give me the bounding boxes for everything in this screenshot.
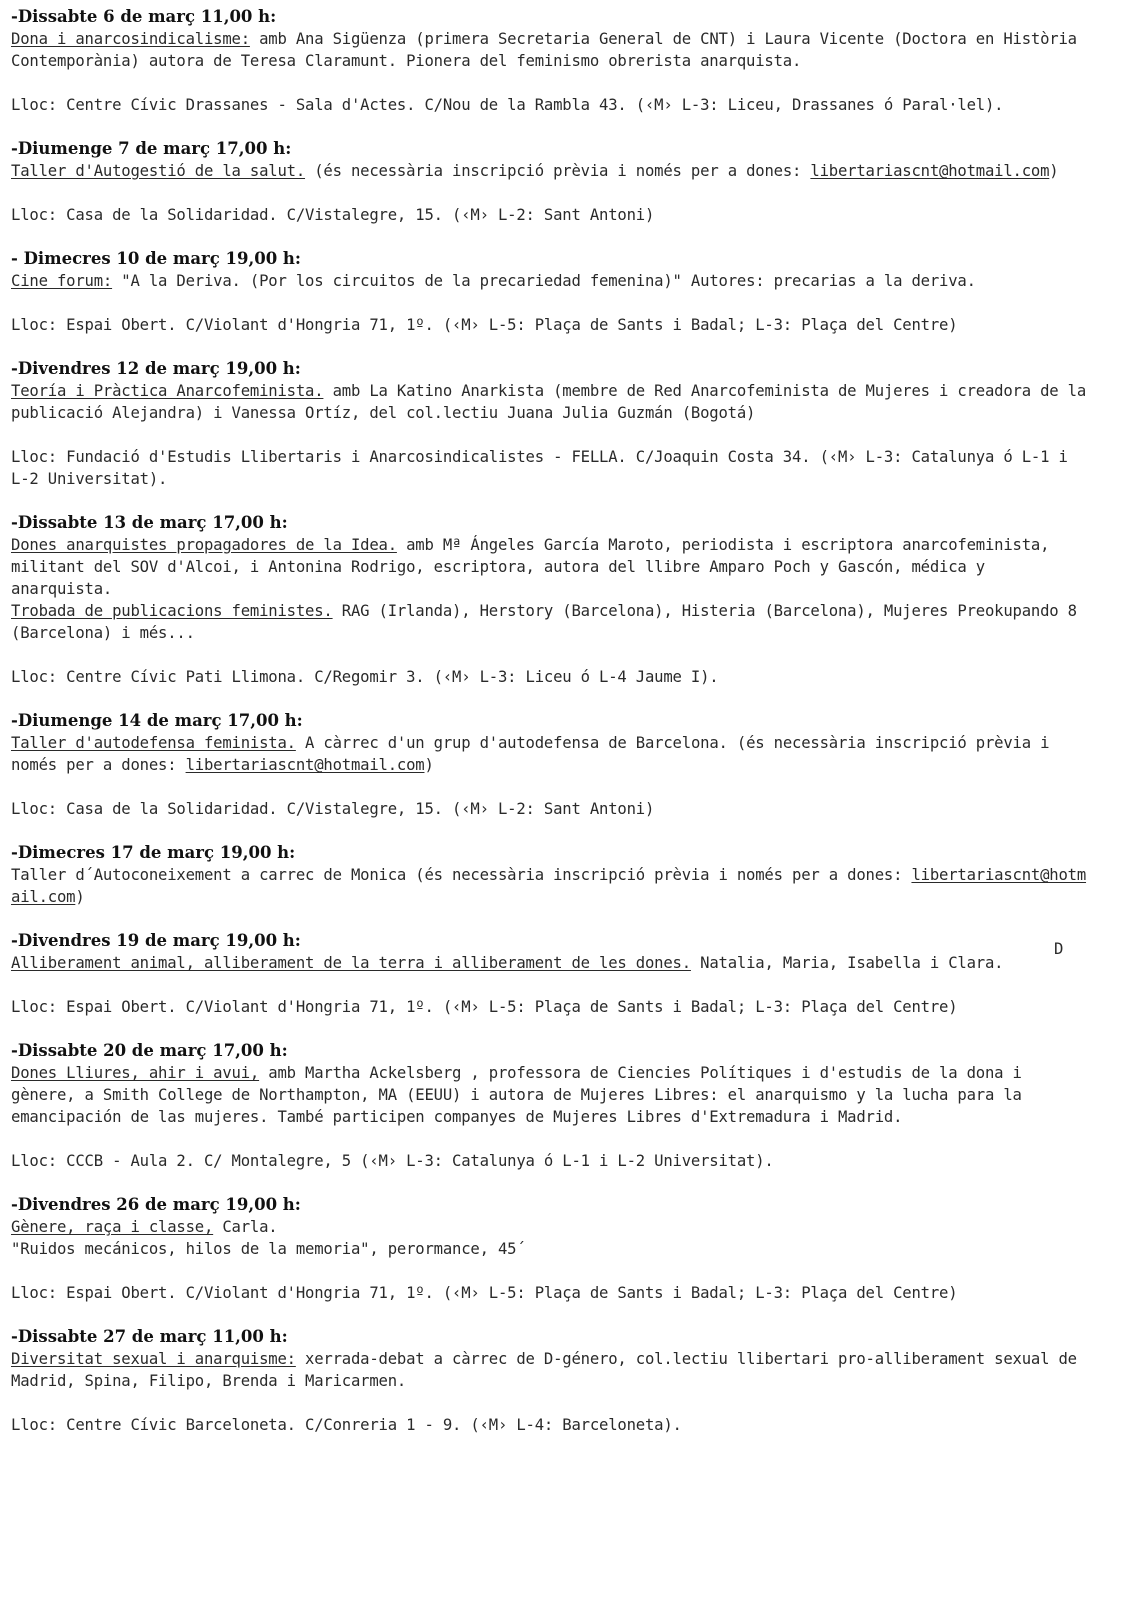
event-text: amb Martha Ackelsberg , professora de Ciencies Polítiques i d'estudis de la dona i gènere, a Smith College de Northampton, MA (EEUU) i autora de Mujeres Libres: el anarquismo y la lucha para la emancipación de las mujeres. També participen companyes de Mujeres Libres d'Extremadura i Madrid.: [11, 1064, 1022, 1126]
event-title-link[interactable]: Alliberament animal, alliberament de la terra i alliberament de les dones.: [11, 954, 691, 972]
event-title-link[interactable]: Gènere, raça i classe,: [11, 1218, 214, 1236]
event-heading: -Diumenge 7 de març 17,00 h:: [11, 139, 292, 158]
event-description: [11, 1216, 1091, 1238]
event-text: xerrada-debat a càrrec de D-género, col.lectiu llibertari pro-alliberament sexual de Madrid, Spina, Filipo, Brenda i Maricarmen.: [11, 1350, 1077, 1390]
event-text-end: ): [1049, 162, 1059, 180]
event-7-marc: [11, 138, 1091, 248]
event-location: Lloc: Fundació d'Estudis Llibertaris i Anarcosindicalistes - FELLA. C/Joaquin Costa 34. (‹M› L-3: Catalunya ó L-1 i L-2 Universitat).: [11, 448, 1068, 488]
event-text-end: ): [424, 756, 434, 774]
event-heading: -Dissabte 6 de març 11,00 h:: [11, 7, 277, 26]
event-text: Carla.: [213, 1218, 278, 1236]
event-location: Lloc: Casa de la Solidaridad. C/Vistalegre, 15. (‹M› L-2: Sant Antoni): [11, 800, 655, 818]
event-title-link[interactable]: Cine forum:: [11, 272, 113, 290]
event-location: Lloc: Casa de la Solidaridad. C/Vistalegre, 15. (‹M› L-2: Sant Antoni): [11, 206, 655, 224]
event-text: amb Mª Ángeles García Maroto, periodista i escriptora anarcofeminista, militant del SOV d'Alcoi, i Antonina Rodrigo, escriptora, autora del llibre Amparo Poch y Gascón, médica y anarquista.: [11, 536, 1050, 598]
event-10-marc: [11, 248, 1091, 358]
event-heading: -Divendres 12 de març 19,00 h:: [11, 359, 301, 378]
event-title-link[interactable]: Taller d'Autogestió de la salut.: [11, 162, 306, 180]
event-title-link[interactable]: Dones anarquistes propagadores de la Idea.: [11, 536, 397, 554]
event-heading: -Dimecres 17 de març 19,00 h:: [11, 843, 296, 862]
event-27-marc: [11, 1326, 1091, 1436]
event-heading: -Dissabte 13 de març 17,00 h:: [11, 513, 288, 532]
event-description: [11, 160, 1091, 182]
event-description: [11, 28, 1091, 72]
event-title-link[interactable]: Dones Lliures, ahir i avui,: [11, 1064, 260, 1082]
event-description: [11, 1348, 1091, 1392]
event-title-link[interactable]: Taller d'autodefensa feminista.: [11, 734, 296, 752]
event-heading: -Dissabte 27 de març 11,00 h:: [11, 1327, 288, 1346]
event-heading: -Divendres 26 de març 19,00 h:: [11, 1195, 301, 1214]
event-location: Lloc: Espai Obert. C/Violant d'Hongria 71, 1º. (‹M› L-5: Plaça de Sants i Badal; L-3: Plaça del Centre): [11, 1284, 958, 1302]
event-heading: -Divendres 19 de març 19,00 h:: [11, 931, 301, 950]
event-20-marc: [11, 1040, 1091, 1194]
event-location: Lloc: Centre Cívic Drassanes - Sala d'Actes. C/Nou de la Rambla 43. (‹M› L-3: Liceu, Drassanes ó Paral·lel).: [11, 96, 1004, 114]
event-text: Taller d´Autoconeixement a carrec de Monica (és necessària inscripció prèvia i només per a dones:: [11, 866, 912, 884]
event-location: Lloc: Espai Obert. C/Violant d'Hongria 71, 1º. (‹M› L-5: Plaça de Sants i Badal; L-3: Plaça del Centre): [11, 316, 958, 334]
event-description: [11, 534, 1091, 600]
event-description: [11, 1062, 1091, 1128]
event-14-marc: [11, 710, 1091, 842]
event-title-link[interactable]: Trobada de publicacions feministes.: [11, 602, 333, 620]
event-19-marc: [11, 930, 1091, 1040]
event-text: (és necessària inscripció prèvia i només per a dones:: [305, 162, 811, 180]
event-12-marc: [11, 358, 1091, 512]
event-heading: -Diumenge 14 de març 17,00 h:: [11, 711, 303, 730]
margin-marker: D: [1054, 940, 1064, 958]
event-text: RAG (Irlanda), Herstory (Barcelona), Histeria (Barcelona), Mujeres Preokupando 8 (Barcelona) i més...: [11, 602, 1077, 642]
event-title-link[interactable]: Teoría i Pràctica Anarcofeminista.: [11, 382, 324, 400]
event-description: [11, 732, 1091, 776]
event-description: [11, 600, 1091, 644]
event-description: [11, 952, 1091, 974]
event-6-marc: [11, 6, 1091, 138]
event-text: "A la Deriva. (Por los circuitos de la precariedad femenina)" Autores: precarias a la deriva.: [112, 272, 976, 290]
event-heading: - Dimecres 10 de març 19,00 h:: [11, 249, 302, 268]
event-title-link[interactable]: Dona i anarcosindicalisme:: [11, 30, 250, 48]
event-location: Lloc: Centre Cívic Pati Llimona. C/Regomir 3. (‹M› L-3: Liceu ó L-4 Jaume I).: [11, 668, 719, 686]
event-text: A càrrec d'un grup d'autodefensa de Barcelona. (és necessària inscripció prèvia i només per a dones:: [11, 734, 1050, 774]
email-link[interactable]: libertariascnt@hotmail.com: [810, 162, 1050, 180]
event-text: Natalia, Maria, Isabella i Clara.: [690, 954, 1004, 972]
event-description: [11, 380, 1091, 424]
event-17-marc: [11, 842, 1091, 930]
event-location: Lloc: Espai Obert. C/Violant d'Hongria 71, 1º. (‹M› L-5: Plaça de Sants i Badal; L-3: Plaça del Centre): [11, 998, 958, 1016]
event-description: [11, 1238, 1091, 1260]
email-link[interactable]: libertariascnt@hotmail.com: [185, 756, 425, 774]
event-26-marc: [11, 1194, 1091, 1326]
event-description: [11, 864, 1091, 908]
event-heading: -Dissabte 20 de març 17,00 h:: [11, 1041, 288, 1060]
event-text: "Ruidos mecánicos, hilos de la memoria", perormance, 45´: [11, 1240, 526, 1258]
email-link[interactable]: libertariascnt@hotmail.com: [11, 866, 1087, 906]
event-description: [11, 270, 1091, 292]
event-title-link[interactable]: Diversitat sexual i anarquisme:: [11, 1350, 296, 1368]
event-location: Lloc: CCCB - Aula 2. C/ Montalegre, 5 (‹M› L-3: Catalunya ó L-1 i L-2 Universitat).: [11, 1152, 774, 1170]
event-location: Lloc: Centre Cívic Barceloneta. C/Conreria 1 - 9. (‹M› L-4: Barceloneta).: [11, 1416, 682, 1434]
event-text: amb Ana Sigüenza (primera Secretaria General de CNT) i Laura Vicente (Doctora en Història Contemporània) autora de Teresa Claramunt. Pionera del feminismo obrerista anarquista.: [11, 30, 1077, 70]
event-text: amb La Katino Anarkista (membre de Red Anarcofeminista de Mujeres i creadora de la publicació Alejandra) i Vanessa Ortíz, del col.lectiu Juana Julia Guzmán (Bogotá): [11, 382, 1087, 422]
event-13-marc: [11, 512, 1091, 710]
events-document: [11, 6, 1091, 1436]
event-text-end: ): [75, 888, 85, 906]
